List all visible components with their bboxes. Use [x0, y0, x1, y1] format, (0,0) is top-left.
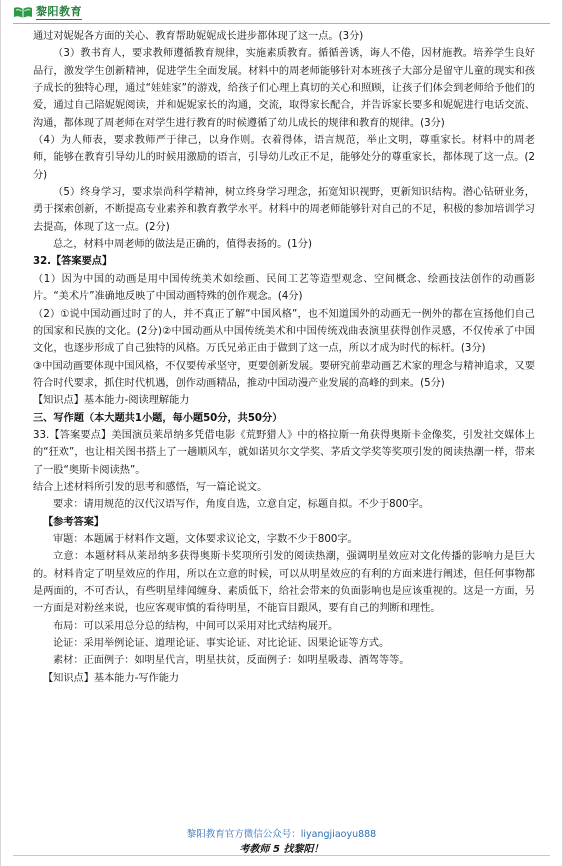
brand-logo — [13, 3, 82, 21]
section-heading: 【参考答案】 — [43, 516, 105, 528]
knowledge-point: 【知识点】基本能力-写作能力 — [43, 672, 180, 684]
paragraph: （5）终身学习，要求崇尚科学精神，树立终身学习理念，拓宽知识视野，更新知识结构。潜心钻研业务，勇于探索创新，不断提高专业素养和教育教学水平。材料中的周老师能够针对自己的不足，积极的参加培训学习去提高，体现了这一点。(2分) — [33, 187, 535, 233]
paragraph: 布局：可以采用总分总的结构，中间可以采用对比式结构展开。 — [53, 620, 339, 632]
footer-slogan: 考教师 5 找黎阳！ — [239, 844, 324, 855]
paragraph: 通过对妮妮各方面的关心、教育帮助妮妮成长进步都体现了这一点。(3分) — [33, 31, 364, 42]
open-book-icon — [13, 5, 33, 19]
paragraph: 总之，材料中周老师的做法是正确的，值得表扬的。(1分) — [53, 239, 312, 251]
paragraph: （1）因为中国的动画是用中国传统美术如绘画、民间工艺等造型观念、空间概念、绘画技法创作的动画影片。“美术片”准确地反映了中国动画特殊的创作观念。(4分) — [33, 273, 535, 303]
paragraph: 立意：本题材料从莱昂纳多获得奥斯卡奖项所引发的阅读热潮，强调明星效应对文化传播的影响力是巨大的。材料肯定了明星效应的作用，所以在立意的时候，可以从明星效应的有利的方面来进行阐述，但任何事物都是两面的，不可否认，有些明星绯闻缠身、素质低下，给社会带来的负面影响也是应该重视的。这是一方面，另一方面是对粉丝来说，也应客观审慎的看待明星，不能盲目跟风，要有自己的判断和理性。 — [33, 551, 535, 615]
paragraph: 论证：采用举例论证、道理论证、事实论证、对比论证、因果论证等方式。 — [53, 638, 390, 650]
paragraph: 33.【答案要点】美国演员莱昂纳多凭借电影《荒野猎人》中的格拉斯一角获得奥斯卡金像奖，引发社交媒体上的“狂欢”，也让相关图书搭上了一趟顺风车，就如诺贝尔文学奖、茅盾文学奖等奖项引发的阅读热潮一样，带来了一股“奥斯卡阅读热”。 — [33, 429, 535, 476]
paragraph: ③中国动画要体现中国风格，不仅要传承坚守，更要创新发展。要研究前辈动画艺术家的理念与精神追求，又要符合时代要求，抓住时代机遇，创作动画精品，推动中国动漫产业发展的高峰的到来。(5分) — [33, 360, 535, 389]
footer-wechat: 黎阳教育官方微信公众号：liyangjiaoyu888 — [186, 829, 377, 840]
section-heading: 32.【答案要点】 — [33, 256, 113, 268]
paragraph: （2）①说中国动画过时了的人，并不真正了解“中国风格”，也不知道国外的动画无一例外的都在宣扬他们自己的国家和民族的文化。(2分)②中国动画从中国传统美术和中国传统戏曲表演里获得创作灵感，不仅传承了中国文化，也逐步形成了自己独特的风格。万氏兄弟正由于做到了这一点，所以才成为时代的标杆。(3分) — [33, 308, 535, 355]
paragraph: 结合上述材料所引发的思考和感悟，写一篇论说文。 — [33, 481, 268, 493]
paragraph: 审题：本题属于材料作文题，文体要求议论文，字数不少于800字。 — [53, 533, 358, 545]
knowledge-point: 【知识点】基本能力-阅读理解能力 — [33, 395, 190, 407]
section-heading: 三、写作题（本大题共1小题，每小题50分，共50分） — [33, 412, 283, 424]
brand-name: 黎阳教育 — [36, 4, 82, 18]
paragraph: 素材：正面例子：如明星代言，明星扶贫，反面例子：如明星吸毒、酒驾等等。 — [53, 655, 410, 667]
header-divider — [13, 23, 550, 24]
paragraph: （4）为人师表，要求教师严于律己，以身作则。衣着得体，语言规范，举止文明，尊重家长。材料中的周老师，能够在教育引导幼儿的时候用激励的语言，引导幼儿改正不足，能够处分的尊重家长，都体现了这一点。(2分) — [33, 135, 535, 181]
paragraph: 要求：请用规范的汉代汉语写作，角度自选，立意自定，标题自拟。不少于800字。 — [53, 499, 430, 511]
paragraph: （3）教书育人，要求教师遵循教育规律，实施素质教育。循循善诱，诲人不倦，因材施教。培养学生良好品行，激发学生创新精神，促进学生全面发展。材料中的周老师能够针对本班孩子大部分是留守儿童的现实和孩子成长的独特心理，通过“娃娃家”的游戏，给孩子们心理上真切的关心和照顾，让孩子们体会到老师给予他们的爱，通过自己陪妮妮阅读，并和妮妮家长的沟通，交流，取得家长配合，并告诉家长要多和妮妮进行电话交流、沟通，都体现了周老师在对学生进行教育的时候遵循了幼儿成长的规律和教育的规律。(3分) — [33, 48, 535, 129]
document-body — [33, 28, 535, 687]
footer-divider — [13, 855, 550, 856]
